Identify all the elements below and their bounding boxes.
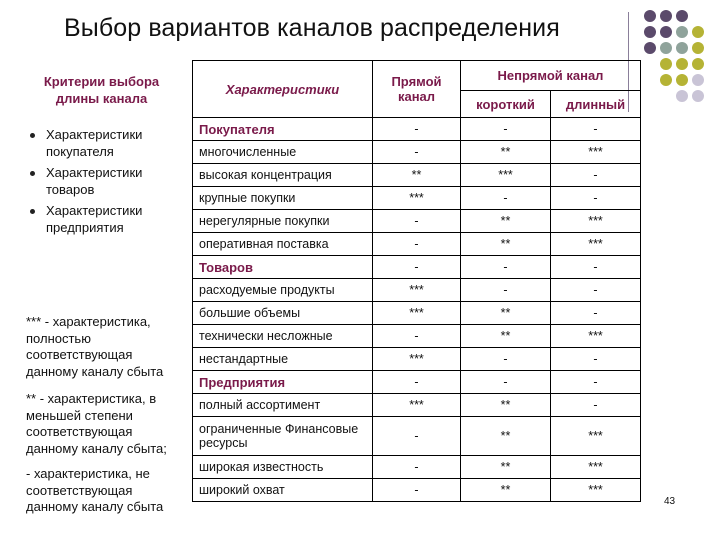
- header-characteristics: Характеристики: [193, 61, 373, 118]
- dot: [676, 74, 688, 86]
- table-row: [193, 394, 641, 417]
- distribution-channels-table: [192, 60, 641, 502]
- cell-long: ***: [551, 456, 641, 479]
- cell-direct: -: [373, 456, 461, 479]
- cell-characteristic: полный ассортимент: [193, 394, 373, 417]
- dot: [692, 58, 704, 70]
- table-row: [193, 325, 641, 348]
- table-row: [193, 456, 641, 479]
- cell-characteristic: оперативная поставка: [193, 233, 373, 256]
- cell-direct: -: [373, 141, 461, 164]
- cell-short: **: [461, 141, 551, 164]
- cell-long: ***: [551, 141, 641, 164]
- slide-title: Выбор вариантов каналов распределения: [64, 14, 560, 42]
- header-long: длинный: [551, 91, 641, 118]
- cell-short: **: [461, 417, 551, 456]
- table-row: [193, 279, 641, 302]
- cell-long: -: [551, 371, 641, 394]
- table-section-row: [193, 118, 641, 141]
- dot: [676, 10, 688, 22]
- cell-direct: ***: [373, 187, 461, 210]
- cell-short: **: [461, 210, 551, 233]
- cell-characteristic: технически несложные: [193, 325, 373, 348]
- table-row: [193, 210, 641, 233]
- dot: [692, 90, 704, 102]
- table-row: [193, 479, 641, 502]
- cell-long: ***: [551, 233, 641, 256]
- cell-long: -: [551, 164, 641, 187]
- table-row: [193, 141, 641, 164]
- cell-direct: -: [373, 371, 461, 394]
- cell-short: **: [461, 456, 551, 479]
- table-row: [193, 164, 641, 187]
- cell-short: **: [461, 479, 551, 502]
- cell-characteristic: большие объемы: [193, 302, 373, 325]
- dot: [692, 74, 704, 86]
- table-body: [193, 118, 641, 502]
- cell-long: -: [551, 302, 641, 325]
- legend-three-stars: *** - характеристика, полностью соответствующая данному каналу сбыта: [26, 314, 164, 379]
- cell-short: -: [461, 256, 551, 279]
- cell-long: -: [551, 256, 641, 279]
- dot: [660, 26, 672, 38]
- table-row: [193, 233, 641, 256]
- cell-direct: -: [373, 325, 461, 348]
- dot: [644, 26, 656, 38]
- table-row: [193, 187, 641, 210]
- criteria-item: Характеристики товаров: [28, 165, 188, 198]
- cell-long: -: [551, 118, 641, 141]
- criteria-item: Характеристики покупателя: [28, 127, 188, 160]
- header-direct-channel: Прямой канал: [373, 61, 461, 118]
- table-header-row: [193, 61, 641, 91]
- cell-long: ***: [551, 417, 641, 456]
- cell-short: **: [461, 302, 551, 325]
- cell-characteristic: Товаров: [193, 256, 373, 279]
- cell-long: -: [551, 279, 641, 302]
- cell-direct: -: [373, 417, 461, 456]
- dot: [692, 42, 704, 54]
- dot: [644, 10, 656, 22]
- table-section-row: [193, 371, 641, 394]
- dot: [660, 58, 672, 70]
- dot: [660, 74, 672, 86]
- cell-short: **: [461, 233, 551, 256]
- cell-long: -: [551, 394, 641, 417]
- cell-characteristic: многочисленные: [193, 141, 373, 164]
- cell-characteristic: ограниченные Финансовые ресурсы: [193, 417, 373, 456]
- cell-direct: -: [373, 256, 461, 279]
- dot: [660, 42, 672, 54]
- criteria-heading: Критерии выбора длины канала: [43, 74, 160, 106]
- criteria-item: Характеристики предприятия: [28, 203, 188, 236]
- cell-long: ***: [551, 210, 641, 233]
- cell-characteristic: широкий охват: [193, 479, 373, 502]
- dot: [692, 26, 704, 38]
- dot: [676, 26, 688, 38]
- dot: [660, 10, 672, 22]
- legend-dash: - характеристика, не соответствующая данному каналу сбыта: [26, 466, 164, 514]
- cell-long: ***: [551, 325, 641, 348]
- page-number: 43: [664, 496, 676, 507]
- cell-short: -: [461, 348, 551, 371]
- cell-long: -: [551, 187, 641, 210]
- legend-two-stars: ** - характеристика, в меньшей степени соответствующая данному каналу сбыта;: [26, 391, 167, 456]
- criteria-list: [28, 127, 188, 241]
- cell-short: -: [461, 371, 551, 394]
- cell-short: ***: [461, 164, 551, 187]
- dot: [676, 90, 688, 102]
- cell-long: ***: [551, 479, 641, 502]
- cell-long: -: [551, 348, 641, 371]
- table-row: [193, 302, 641, 325]
- table-row: [193, 348, 641, 371]
- cell-direct: -: [373, 210, 461, 233]
- cell-direct: **: [373, 164, 461, 187]
- cell-characteristic: крупные покупки: [193, 187, 373, 210]
- cell-characteristic: Покупателя: [193, 118, 373, 141]
- table-row: [193, 417, 641, 456]
- cell-characteristic: Предприятия: [193, 371, 373, 394]
- cell-characteristic: широкая известность: [193, 456, 373, 479]
- cell-direct: ***: [373, 348, 461, 371]
- dot: [644, 42, 656, 54]
- cell-characteristic: нестандартные: [193, 348, 373, 371]
- cell-characteristic: высокая концентрация: [193, 164, 373, 187]
- table-section-row: [193, 256, 641, 279]
- cell-direct: ***: [373, 394, 461, 417]
- cell-direct: -: [373, 118, 461, 141]
- cell-short: -: [461, 187, 551, 210]
- cell-direct: ***: [373, 279, 461, 302]
- cell-short: -: [461, 279, 551, 302]
- cell-direct: -: [373, 233, 461, 256]
- dot: [676, 42, 688, 54]
- header-short: короткий: [461, 91, 551, 118]
- cell-direct: -: [373, 479, 461, 502]
- cell-characteristic: расходуемые продукты: [193, 279, 373, 302]
- cell-short: **: [461, 325, 551, 348]
- cell-short: -: [461, 118, 551, 141]
- decorative-dot-grid: [640, 10, 720, 112]
- cell-short: **: [461, 394, 551, 417]
- dot: [676, 58, 688, 70]
- cell-direct: ***: [373, 302, 461, 325]
- cell-characteristic: нерегулярные покупки: [193, 210, 373, 233]
- header-indirect-channel: Непрямой канал: [461, 61, 641, 91]
